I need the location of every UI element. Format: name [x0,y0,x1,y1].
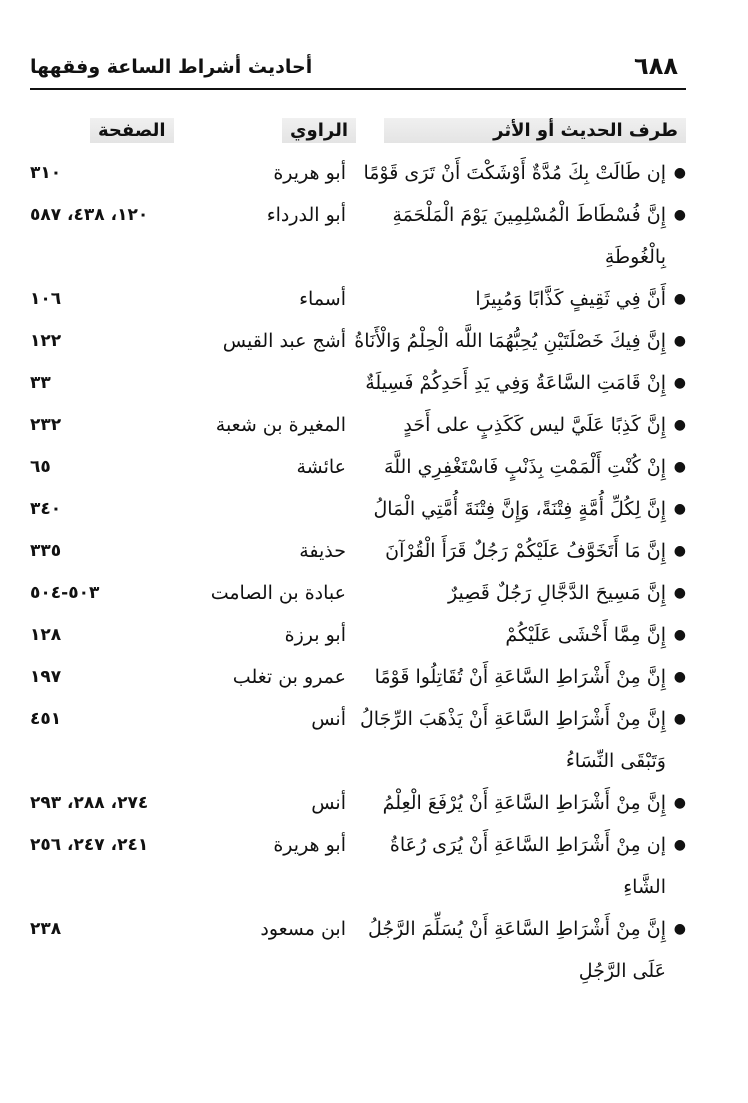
bullet-icon: ● [673,921,686,937]
index-row [30,404,686,446]
index-row [30,362,686,404]
narrator: حذيفة [299,540,346,562]
hadith-text: إِنْ قَامَتِ السَّاعَةُ وَفِي يَدِ أَحَدِكُمْ فَسِيلَةٌ [365,372,666,394]
page-ref: ٢٣٢ [30,415,62,435]
index-row [30,698,686,782]
index-row [30,908,686,992]
bullet-icon: ● [673,501,686,517]
narrator: أنس [311,792,346,814]
index-row [30,488,686,530]
hadith-text: إِنَّ مِنْ أَشْرَاطِ السَّاعَةِ أَنْ يَذْهَبَ الرِّجَالُ وَتَبْقَى النِّسَاءُ [359,708,666,772]
hadith-text: أَنَّ فِي ثَقِيفٍ كَذَّابًا وَمُبِيرًا [475,288,666,310]
page-ref: ٣٣ [30,373,51,393]
index-rows [30,152,686,992]
hadith-text: إِنَّ مِنْ أَشْرَاطِ السَّاعَةِ أَنْ يُرْفَعَ الْعِلْمُ [382,792,666,814]
bullet-icon: ● [673,795,686,811]
hadith-text: إِنْ كُنْتِ أَلْمَمْتِ بِذَنْبٍ فَاسْتَغْفِرِي اللَّهَ [384,456,666,478]
narrator: أبو الدرداء [266,204,346,226]
page-ref: ٣٤٠ [30,499,62,519]
narrator: عائشة [296,456,346,478]
index-row [30,446,686,488]
hadith-text: إِنَّ مَسِيحَ الدَّجَّالِ رَجُلٌ قَصِيرٌ [448,582,666,604]
hadith-text: إِنَّ مِنْ أَشْرَاطِ السَّاعَةِ أَنْ تُقَاتِلُوا قَوْمًا [374,666,666,688]
column-header-hadith: طرف الحديث أو الأثر [384,118,686,143]
page-ref: ١٠٦ [30,289,62,309]
narrator: أبو هريرة [273,834,346,856]
page-ref: ٣١٠ [30,163,62,183]
hadith-text: إِنَّ كَذِبًا عَلَيَّ ليس كَكَذِبٍ على أَحَدٍ [403,414,666,436]
page-ref: ١٢٨ [30,625,62,645]
page-ref: ٢٧٤، ٢٨٨، ٢٩٣ [30,793,149,813]
bullet-icon: ● [673,291,686,307]
book-title: أحاديث أشراط الساعة وفقهها [30,56,313,78]
index-row [30,194,686,278]
bullet-icon: ● [673,627,686,643]
bullet-icon: ● [673,333,686,349]
bullet-icon: ● [673,543,686,559]
page-ref: ٢٣٨ [30,919,62,939]
page-ref: ١٩٧ [30,667,62,687]
hadith-text: إِنَّ مِنْ أَشْرَاطِ السَّاعَةِ أَنْ يُسَلِّمَ الرَّجُلُ عَلَى الرَّجُلِ [367,918,666,982]
bullet-icon: ● [673,459,686,475]
bullet-icon: ● [673,711,686,727]
page-ref: ٦٥ [30,457,51,477]
narrator: عبادة بن الصامت [210,582,346,604]
index-row [30,656,686,698]
bullet-icon: ● [673,375,686,391]
page-ref: ٥٠٣-٥٠٤ [30,583,100,603]
narrator: ابن مسعود [260,918,346,940]
column-header-page: الصفحة [90,118,174,143]
index-row [30,152,686,194]
running-header [30,48,686,90]
narrator: أنس [311,708,346,730]
bullet-icon: ● [673,669,686,685]
narrator: أبو برزة [284,624,346,646]
index-row [30,782,686,824]
index-row [30,824,686,908]
column-headers [30,112,686,152]
hadith-text: إِنَّ فِيكَ خَصْلَتَيْنِ يُحِبُّهُمَا اللَّه الْحِلْمُ وَالْأَنَاةُ [354,330,666,352]
page-ref: ٢٤١، ٢٤٧، ٢٥٦ [30,835,149,855]
bullet-icon: ● [673,165,686,181]
hadith-text: إِنَّ مِمَّا أَخْشَى عَلَيْكُمْ [505,624,666,646]
bullet-icon: ● [673,207,686,223]
hadith-text: إِنَّ فُسْطَاطَ الْمُسْلِمِينَ يَوْمَ الْمَلْحَمَةِ بِالْغُوطَةِ [392,204,666,268]
page-ref: ١٢٢ [30,331,62,351]
index-row [30,320,686,362]
page-ref: ٣٣٥ [30,541,62,561]
narrator: المغيرة بن شعبة [215,414,346,436]
page-number: ٦٨٨ [634,52,678,80]
column-header-narrator: الراوي [282,118,356,143]
hadith-text: إن مِنْ أَشْرَاطِ السَّاعَةِ أَنْ يُرَى رُعَاةُ الشَّاءِ [389,834,666,898]
narrator: أشج عبد القيس [222,330,346,352]
narrator: عمرو بن تغلب [232,666,346,688]
index-row [30,278,686,320]
index-page [30,48,686,992]
bullet-icon: ● [673,837,686,853]
narrator: أبو هريرة [273,162,346,184]
index-row [30,530,686,572]
bullet-icon: ● [673,585,686,601]
page-ref: ١٢٠، ٤٣٨، ٥٨٧ [30,205,149,225]
narrator: أسماء [299,288,346,310]
page-ref: ٤٥١ [30,709,62,729]
hadith-text: إِنَّ لِكُلِّ أُمَّةٍ فِتْنَةً، وَإِنَّ فِتْنَةَ أُمَّتِي الْمَالُ [373,498,666,520]
hadith-text: إِنَّ مَا أَتَخَوَّفُ عَلَيْكُمْ رَجُلٌ قَرَأَ الْقُرْآنَ [385,540,666,562]
bullet-icon: ● [673,417,686,433]
index-row [30,572,686,614]
hadith-text: إن طَالَتْ بِكَ مُدَّةٌ أَوْشَكْتَ أَنْ تَرَى قَوْمًا [363,162,666,184]
index-row [30,614,686,656]
